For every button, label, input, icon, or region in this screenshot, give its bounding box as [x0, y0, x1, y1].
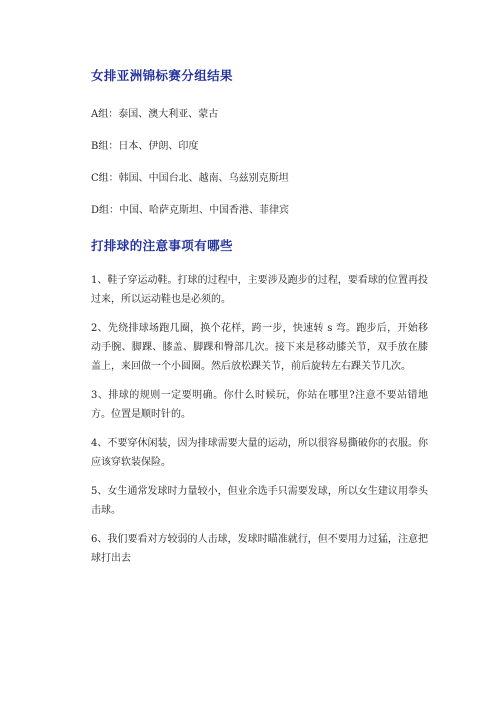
tip-paragraph-4: 4、不要穿休闲装，因为排球需要大量的运动，所以很容易撕破你的衣服。你应该穿软装保险。	[91, 438, 428, 468]
section-title-groups: 女排亚洲锦标赛分组结果	[91, 68, 233, 83]
section-title-tips: 打排球的注意事项有哪些	[91, 238, 233, 253]
group-c-line: C组：韩国、中国台北、越南、乌兹别克斯坦	[91, 173, 289, 184]
tip-paragraph-1: 1、鞋子穿运动鞋。打球的过程中，主要涉及跑步的过程，要看球的位置再投过来，所以运动鞋也是必须的。	[91, 275, 428, 305]
tip-paragraph-5: 5、女生通常发球时力量较小，但业余选手只需要发球，所以女生建议用拳头击球。	[91, 486, 428, 516]
tip-paragraph-2: 2、先绕排球场跑几圈，换个花样，跨一步，快速转 s 弯。跑步后，开始移动手腕、脚踝、膝盖、脚踝和臀部几次。接下来是移动膝关节，双手放在膝盖上，来回做一个小圆圈。然后放松踝关节，前后旋转左右踝关节几次。	[91, 323, 428, 372]
tip-paragraph-3: 3、排球的规则一定要明确。你什么时候玩，你站在哪里?注意不要站错地方。位置是顺时针的。	[91, 390, 428, 420]
group-b-line: B组：日本、伊朗、印度	[91, 141, 199, 152]
tip-paragraph-6: 6、我们要看对方较弱的人击球，发球时瞄准就行，但不要用力过猛，注意把球打出去	[91, 534, 428, 564]
group-d-line: D组：中国、哈萨克斯坦、中国香港、菲律宾	[91, 205, 290, 216]
group-a-line: A组：泰国、澳大利亚、蒙古	[91, 109, 219, 120]
